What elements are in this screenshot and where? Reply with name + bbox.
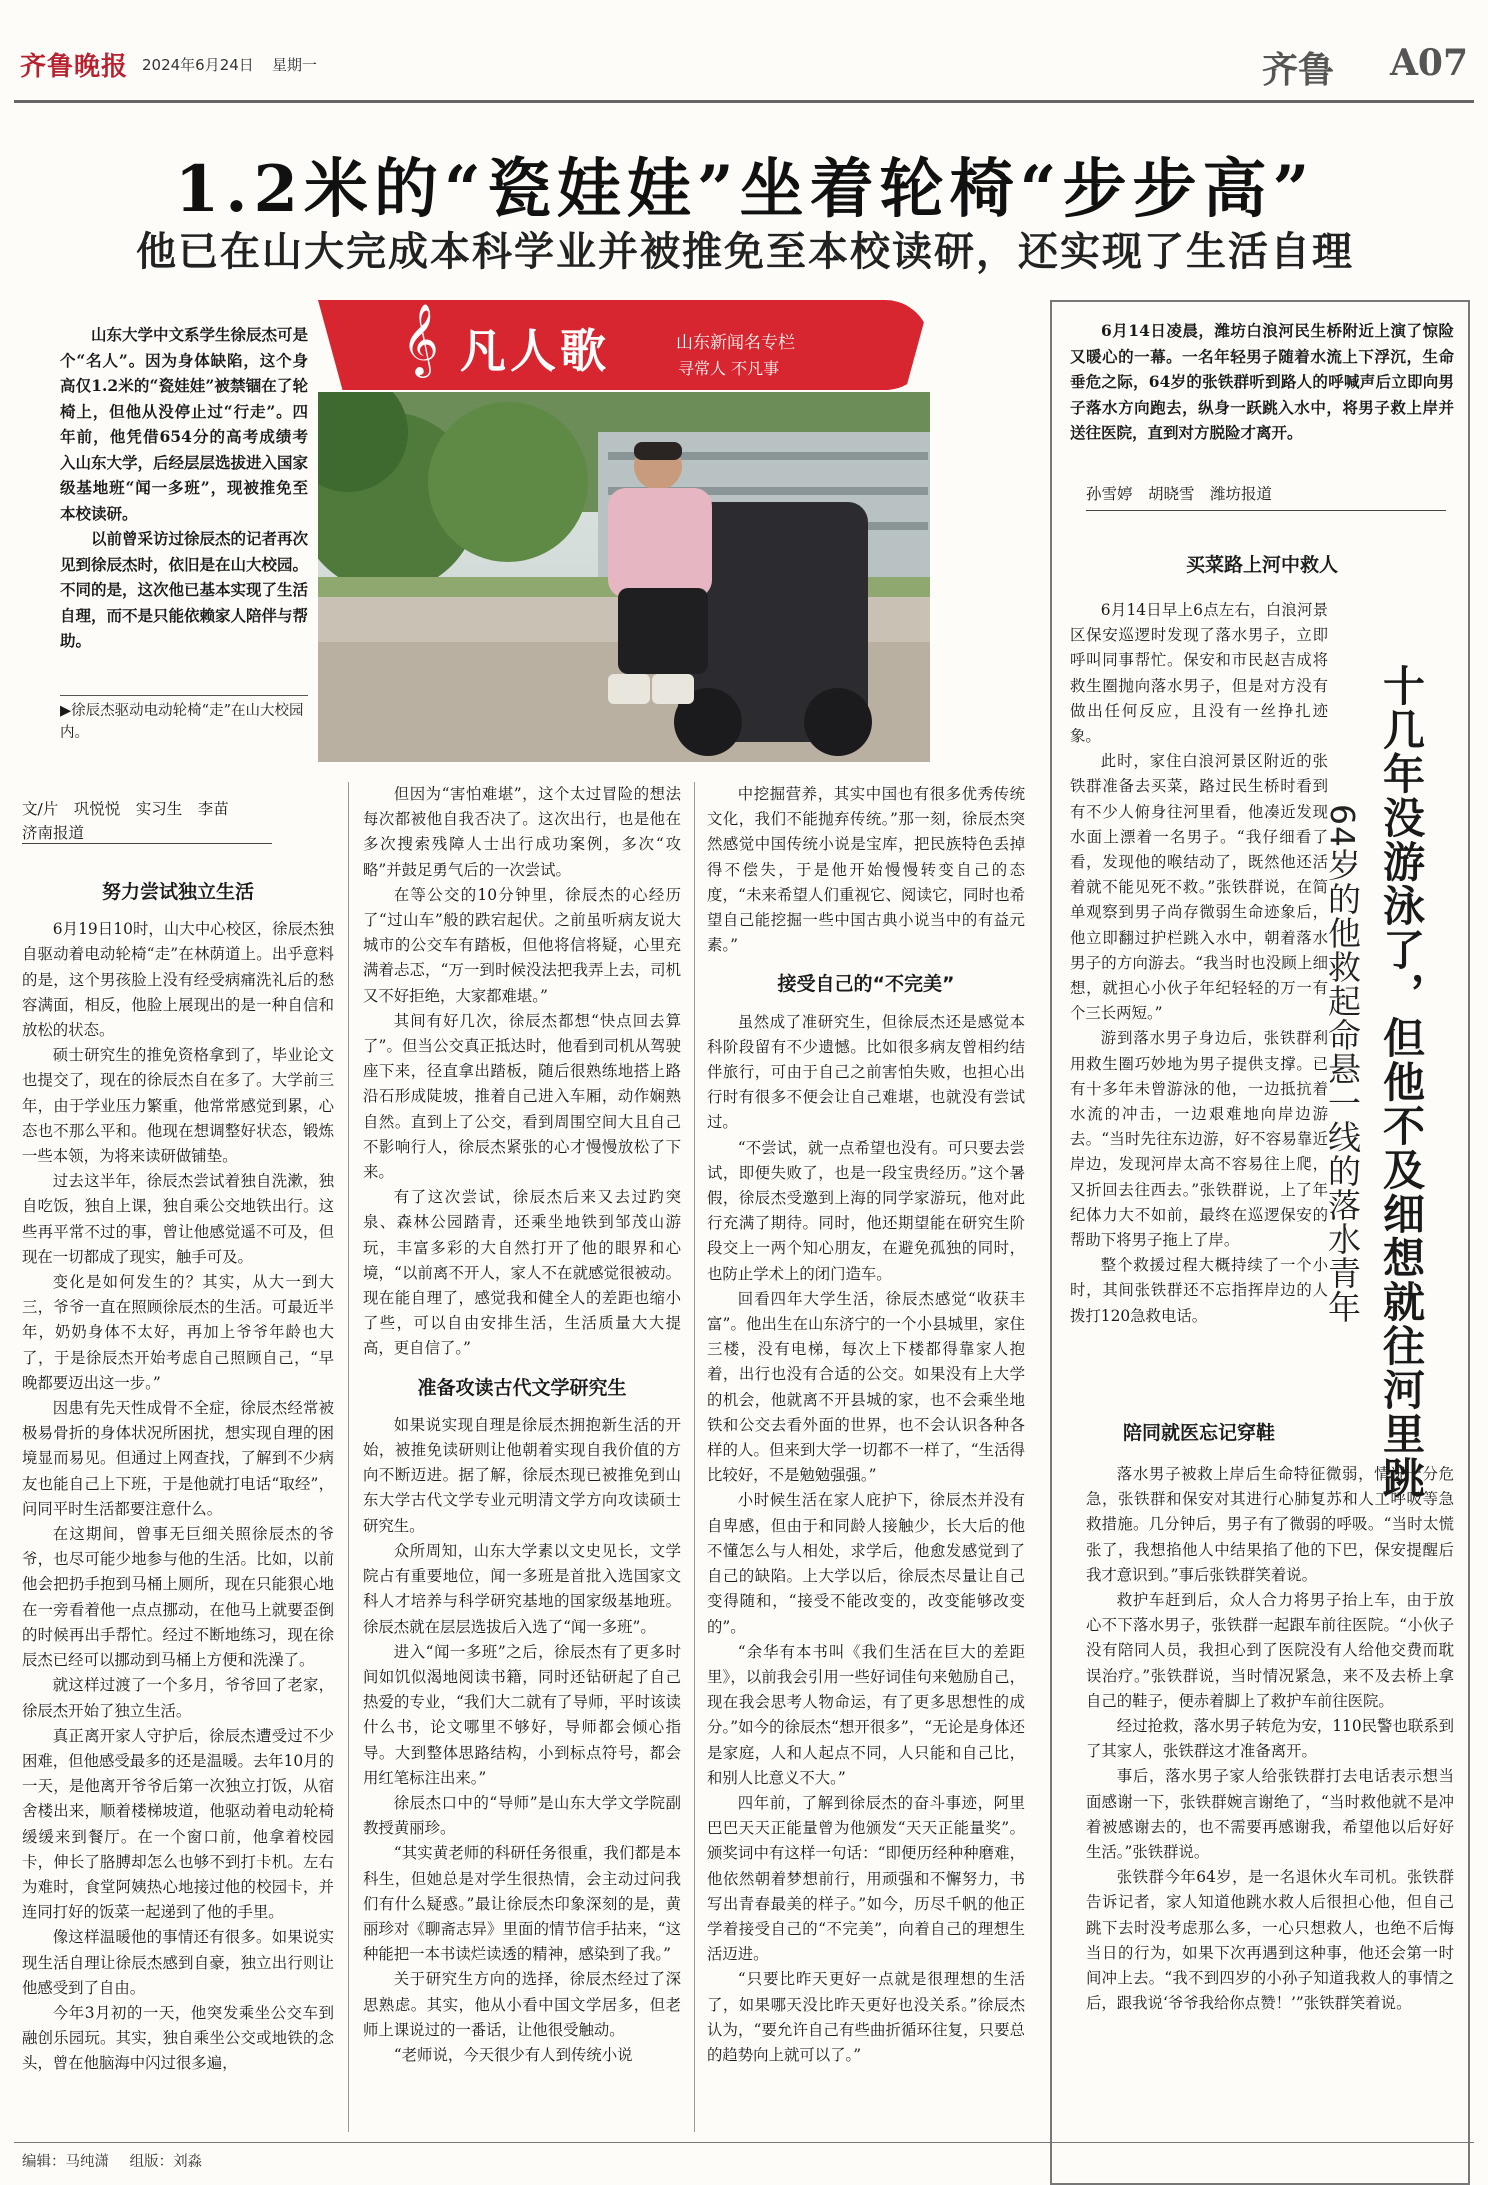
caption-rule — [60, 695, 308, 696]
layout-credit: 组版：刘淼 — [129, 2154, 203, 2170]
body-paragraph: 今年3月初的一天，他突发乘坐公交车到融创乐园玩。其实，独自乘坐公交或地铁的念头，曾在他脑海中闪过很多遍， — [22, 2003, 334, 2073]
lead-paragraph: 6月14日凌晨，潍坊白浪河民生桥附近上演了惊险又暖心的一幕。一名年轻男子随着水流上下浮沉，生命垂危之际，64岁的张铁群听到路人的呼喊声后立即向男子落水方向跑去，纵身一跃跳入水中，将男子救上岸并送往医院，直到对方脱险才离开。 — [1070, 321, 1454, 442]
sidebar-byline: 孙雪婷 胡晓雪 潍坊报道 — [1086, 482, 1446, 511]
editor-credit: 编辑：马纯潇 — [22, 2154, 109, 2170]
body-paragraph: 进入“闻一多班”之后，徐辰杰有了更多时间如饥似渴地阅读书籍，同时还钻研起了自己热爱的专业，“我们大二就有了导师，平时该读什么书，论文哪里不够好，导师都会倾心指导。大到整体思路结构，小到标点符号，都会用红笔标注出来。” — [363, 1642, 681, 1787]
article-column-1 — [22, 866, 334, 2077]
article-photo — [318, 392, 930, 762]
issue-date: 2024年6月24日 — [142, 56, 254, 74]
article-byline — [22, 797, 278, 845]
article-column-3 — [707, 782, 1025, 2068]
column-divider — [694, 782, 695, 2132]
newspaper-logo: 齐鲁晚报 — [20, 52, 129, 82]
body-paragraph: 有了这次尝试，徐辰杰后来又去过趵突泉、森林公园踏青，还乘坐地铁到邹茂山游玩，丰富多彩的大自然打开了他的眼界和心境，“以前离不开人，家人不在就感觉很被动。现在能自理了，感觉我和健全人的差距也缩小了些，可以自由安排生活，生活质量大大提高，更自信了。” — [363, 1188, 681, 1358]
column-divider — [348, 782, 349, 2132]
body-paragraph: 硕士研究生的推免资格拿到了，毕业论文也提交了，现在的徐辰杰自在多了。大学前三年，由于学业压力繁重，他常常感觉到累，心态也不那么平和。他现在想调整好状态，锻炼一些本领，为将来读研做铺垫。 — [22, 1046, 334, 1166]
body-paragraph: 事后，落水男子家人给张铁群打去电话表示想当面感谢一下，张铁群婉言谢绝了，“当时救他就不是冲着被感谢去的，也不需要再感谢我，希望他以后好好生活。”张铁群说。 — [1086, 1767, 1454, 1862]
body-paragraph: 6月19日10时，山大中心校区，徐辰杰独自驱动着电动轮椅“走”在林荫道上。出乎意料的是，这个男孩脸上没有经受病痛洗礼后的愁容满面，相反，他脸上展现出的是一种自信和放松的状态。 — [22, 920, 334, 1040]
body-paragraph: 经过抢救，落水男子转危为安，110民警也联系到了其家人，张铁群这才准备离开。 — [1086, 1717, 1454, 1761]
footer-divider — [14, 2142, 1474, 2143]
body-paragraph: “余华有本书叫《我们生活在巨大的差距里》，以前我会引用一些好词佳句来勉励自己，现在我会思考人物命运，有了更多思想性的成分。”如今的徐辰杰“想开很多”，“无论是身体还是家庭，人和人起点不同，人只能和自己比，和别人比意义不大。” — [707, 1642, 1025, 1787]
article-column-2 — [363, 782, 681, 2068]
photo-caption: ▶徐辰杰驱动电动轮椅“走”在山大校园内。 — [60, 703, 304, 741]
sidebar-vertical-headline: 十几年没游泳了，但他不及细想就往河里跳 — [1377, 664, 1426, 1500]
body-paragraph: 张铁群今年64岁，是一名退休火车司机。张铁群告诉记者，家人知道他跳水救人后很担心他，但自己跳下去时没考虑那么多，一心只想救人，也绝不后悔当日的行为，如果下次再遇到这种事，他还会第一时间冲上去。“我不到四岁的小孙子知道我救人的事情之后，跟我说‘爷爷我给你点赞！’”张铁群笑着说。 — [1086, 1868, 1454, 2013]
sidebar-lower-text — [1086, 1462, 1454, 2016]
intro-paragraph: 以前曾采访过徐辰杰的记者再次见到徐辰杰时，依旧是在山大校园。不同的是，这次他已基本实现了生活自理，而不是只能依赖家人陪伴与帮助。 — [60, 529, 309, 650]
section-heading: 努力尝试独立生活 — [101, 881, 254, 903]
body-paragraph: 因患有先天性成骨不全症，徐辰杰经常被极易骨折的身体状况所困扰，想实现自理的困境显而易见。但通过上网查找，了解到不少病友也能自己上下班，于是他就打电话“取经”，问同平时生活都要注意什么。 — [22, 1399, 334, 1518]
article-intro — [60, 322, 308, 654]
byline-rule — [22, 843, 272, 844]
sidebar-vertical-subheadline: 64岁的他救起命悬一线的落水青年 — [1323, 804, 1362, 1324]
body-paragraph: 像这样温暖他的事情还有很多。如果说实现生活自理让徐辰杰感到自豪，独立出行则让他感受到了自由。 — [22, 1928, 334, 1997]
body-paragraph: 四年前，了解到徐辰杰的奋斗事迹，阿里巴巴天天正能量曾为他颁发“天天正能量奖”。颁奖词中有这样一句话：“即便历经种种磨难，他依然朝着梦想前行，用顽强和不懈努力，书写出青春最美的样子。”如今，历尽千帆的他正学着接受自己的“不完美”，向着自己的理想生活迈进。 — [707, 1793, 1025, 1964]
body-paragraph: 徐辰杰口中的“导师”是山东大学文学院副教授黄丽珍。 — [363, 1793, 681, 1838]
intro-paragraph: 山东大学中文系学生徐辰杰可是个“名人”。因为身体缺陷，这个身高仅1.2米的“瓷娃娃”被禁锢在了轮椅上，但他从没停止过“行走”。四年前，他凭借654分的高考成绩考入山东大学，后经层层选拔进入国家级基地班“闻一多班”，现被推免至本校读研。 — [60, 325, 309, 523]
campus-wheelchair-photo — [318, 392, 930, 762]
sidebar-lead — [1070, 318, 1454, 446]
body-paragraph: 回看四年大学生活，徐辰杰感觉“收获丰富”。他出生在山东济宁的一个小县城里，家住三楼，没有电梯，每次上下楼都得靠家人抱着，出行也没有合适的公交。如果没有上大学的机会，他就离不开县城的家，也不会乘坐地铁和公交去看外面的世界，也不会认识各种各样的人。但来到大学一切都不一样了，“生活得比较好，不是勉勉强强。” — [707, 1289, 1025, 1485]
body-paragraph: 如果说实现自理是徐辰杰拥抱新生活的开始，被推免读研则让他朝着实现自我价值的方向不断迈进。据了解，徐辰杰现已被推免到山东大学古代文学专业元明清文学方向攻读硕士研究生。 — [363, 1415, 681, 1535]
body-paragraph: 就这样过渡了一个多月，爷爷回了老家，徐辰杰开始了独立生活。 — [22, 1676, 334, 1720]
masthead — [14, 38, 1474, 104]
main-headline: 1.2米的“瓷娃娃”坐着轮椅“步步高” — [174, 152, 1316, 227]
body-paragraph: 关于研究生方向的选择，徐辰杰经过了深思熟虑。其实，他从小看中国文学居多，但老师上课说过的一番话，让他很受触动。 — [363, 1970, 681, 2039]
body-paragraph: 在这期间，曾事无巨细关照徐辰杰的爷爷，也尽可能少地参与他的生活。比如，以前他会把扔手抱到马桶上厕所，现在只能狠心地在一旁看着他一点点挪动，在他马上就要歪倒的时候再出手帮忙。经过不断地练习，现在徐辰杰已经可以挪动到马桶上方便和洗澡了。 — [22, 1525, 334, 1670]
body-paragraph: 虽然成了准研究生，但徐辰杰还是感觉本科阶段留有不少遗憾。比如很多病友曾相约结伴旅行，可由于自己之前害怕失败，也担心出行时有很多不便会让自己难堪，也就没有尝试过。 — [707, 1012, 1025, 1132]
body-paragraph: 真正离开家人守护后，徐辰杰遭受过不少困难，但他感受最多的还是温暖。去年10月的一天，是他离开爷爷后第一次独立打饭，从宿舍楼出来，顺着楼梯坡道，他驱动着电动轮椅缓缓来到餐厅。在一个窗口前，他拿着校园卡，伸长了胳膊却怎么也够不到打卡机。左右为难时，食堂阿姨热心地接过他的校园卡，并连同打好的饭菜一起递到了他的手里。 — [22, 1726, 335, 1922]
byline-location: 济南报道 — [22, 824, 85, 842]
sidebar-section-heading: 陪同就医忘记穿鞋 — [1122, 1422, 1275, 1444]
treble-clef-icon: 𝄞 — [402, 302, 439, 375]
byline-authors: 文/片 巩悦悦 实习生 李苗 — [22, 800, 229, 818]
body-paragraph: 6月14日早上6点左右，白浪河景区保安巡逻时发现了落水男子，立即呼叫同事帮忙。保安和市民赵吉成将救生圈抛向落水男子，但是对方没有做出任何反应，且没有一丝挣扎迹象。 — [1070, 601, 1328, 746]
body-paragraph: 其间有好几次，徐辰杰都想“快点回去算了”。但当公交真正抵达时，他看到司机从驾驶座下来，径直拿出踏板，随后很熟练地搭上路沿石形成陡坡，推着自己进入车厢，动作娴熟自然。直到上了公交，看到周围空间大且自己不影响行人，徐辰杰紧张的心才慢慢放松了下来。 — [363, 1011, 681, 1182]
body-paragraph: “其实黄老师的科研任务很重，我们都是本科生，但她总是对学生很热情，会主动过问我们有什么疑惑。”最让徐辰杰印象深刻的是，黄丽珍对《聊斋志异》里面的情节信手拈来，“这种能把一本书读烂读透的精神，感染到了我。” — [363, 1844, 681, 1964]
body-paragraph: 救护车赶到后，众人合力将男子抬上车，由于放心不下落水男子，张铁群一起跟车前往医院。“小伙子没有陪同人员，我担心到了医院没有人给他交费而耽误治疗。”张铁群说，当时情况紧急，来不及去桥上拿自己的鞋子，便赤着脚上了救护车前往医院。 — [1086, 1591, 1454, 1710]
sub-headline: 他已在山大完成本科学业并被推免至本校读研，还实现了生活自理 — [136, 229, 1354, 275]
masthead-divider — [14, 100, 1474, 103]
body-paragraph: 但因为“害怕难堪”，这个太过冒险的想法每次都被他自我否决了。这次出行，也是他在多次搜索残障人士出行成功案例，多次“攻略”并鼓足勇气后的一次尝试。 — [363, 785, 681, 879]
body-paragraph: “只要比昨天更好一点就是很理想的生活了，如果哪天没比昨天更好也没关系。”徐辰杰认为，“要允许自己有些曲折循环往复，只要总的趋势向上就可以了。” — [707, 1970, 1025, 2064]
sidebar-section-heading: 买菜路上河中救人 — [1185, 554, 1338, 576]
body-paragraph: 小时候生活在家人庇护下，徐辰杰并没有自卑感，但由于和同龄人接触少，长大后的他不懂怎么与人相处，求学后，他愈发感觉到了自己的缺陷。上大学以后，徐辰杰尽量让自己变得随和，“接受不能改变的，改变能够改变的”。 — [707, 1491, 1025, 1636]
body-paragraph: 过去这半年，徐辰杰尝试着独自洗漱，独自吃饭，独自上课，独自乘公交地铁出行。这些再平常不过的事，曾让他感觉遥不可及，但现在一切都成了现实，触手可及。 — [22, 1172, 334, 1266]
body-paragraph: 变化是如何发生的？其实，从大一到大三，爷爷一直在照顾徐辰杰的生活。可最近半年，奶奶身体不太好，再加上爷爷年龄也大了，于是徐辰杰开始考虑自己照顾自己，“早晚都要迈出这一步。” — [22, 1273, 334, 1392]
body-paragraph: 此时，家住白浪河景区附近的张铁群准备去买菜，路过民生桥时看到有不少人俯身往河里看，他凑近发现水面上漂着一名男子。“我仔细看了看，发现他的喉结动了，既然他还活着就不能见死不救。”张铁群说，在简单观察到男子尚存微弱生命迹象后，他立即翻过护栏跳入水中，朝着落水男子的方向游去。“我当时也没顾上细想，就担心小伙子年纪轻轻的万一有个三长两短。” — [1070, 752, 1328, 1023]
sidebar-upper-text — [1070, 598, 1328, 1329]
body-paragraph: 在等公交的10分钟里，徐辰杰的心经历了“过山车”般的跌宕起伏。之前虽听病友说大城市的公交车有踏板，但他将信将疑，心里充满着忐忑，“万一到时候没法把我弄上去，司机又不好拒绝，大家都难堪。” — [363, 885, 681, 1005]
body-paragraph: 整个救援过程大概持续了一个小时，其间张铁群还不忘指挥岸边的人拨打120急救电话。 — [1070, 1256, 1328, 1325]
issue-weekday: 星期一 — [272, 56, 318, 74]
banner-tagline: 寻常人 不凡事 — [678, 359, 780, 378]
section-heading: 准备攻读古代文学研究生 — [417, 1376, 627, 1399]
body-paragraph: 众所周知，山东大学素以文史见长，文学院占有重要地位，闻一多班是首批入选国家文科人才培养与科学研究基地的国家级基地班。徐辰杰就在层层选拔后入选了“闻一多班”。 — [363, 1541, 681, 1636]
body-paragraph: “不尝试，就一点希望也没有。可只要去尝试，即便失败了，也是一段宝贵经历。”这个暑假，徐辰杰受邀到上海的同学家游玩，他对此行充满了期待。同时，他还期望能在研究生阶段交上一两个知心朋友，在避免孤独的同时，也防止学术上的闭门造车。 — [707, 1138, 1025, 1283]
banner-title: 凡人歌 — [460, 324, 610, 378]
body-paragraph: 游到落水男子身边后，张铁群利用救生圈巧妙地为男子提供支撑。已有十多年未曾游泳的他，一边抵抗着水流的冲击，一边艰难地向岸边游去。“当时先往东边游，好不容易靠近岸边，发现河岸太高不容易往上爬，又折回去往西去。”张铁群说，上了年纪体力大不如前，最终在巡逻保安的帮助下将男子拖上了岸。 — [1070, 1029, 1328, 1250]
section-name: 齐鲁 — [1261, 49, 1334, 91]
page-number: A07 — [1389, 42, 1468, 84]
section-heading: 接受自己的“不完美” — [777, 973, 955, 996]
body-paragraph: “老师说，今天很少有人到传统小说 — [393, 2045, 633, 2064]
body-paragraph: 落水男子被救上岸后生命特征微弱，情况十分危急，张铁群和保安对其进行心肺复苏和人工呼吸等急救措施。几分钟后，男子有了微弱的呼吸。“当时太慌张了，我想掐他人中结果掐了他的下巴，保安提醒后我才意识到。”事后张铁群笑着说。 — [1086, 1465, 1454, 1584]
page-footer — [22, 2150, 218, 2171]
body-paragraph: 中挖掘营养，其实中国也有很多优秀传统文化，我们不能抛弃传统。”那一刻，徐辰杰突然感觉中国传统小说是宝库，把民族特色丢掉得不偿失，于是他开始慢慢转变自己的态度，“未来希望人们重视它、阅读它，同时也希望自己能挖掘一些中国古典小说当中的有益元素。” — [707, 785, 1025, 955]
banner-column-label: 山东新闻名专栏 — [676, 333, 795, 353]
